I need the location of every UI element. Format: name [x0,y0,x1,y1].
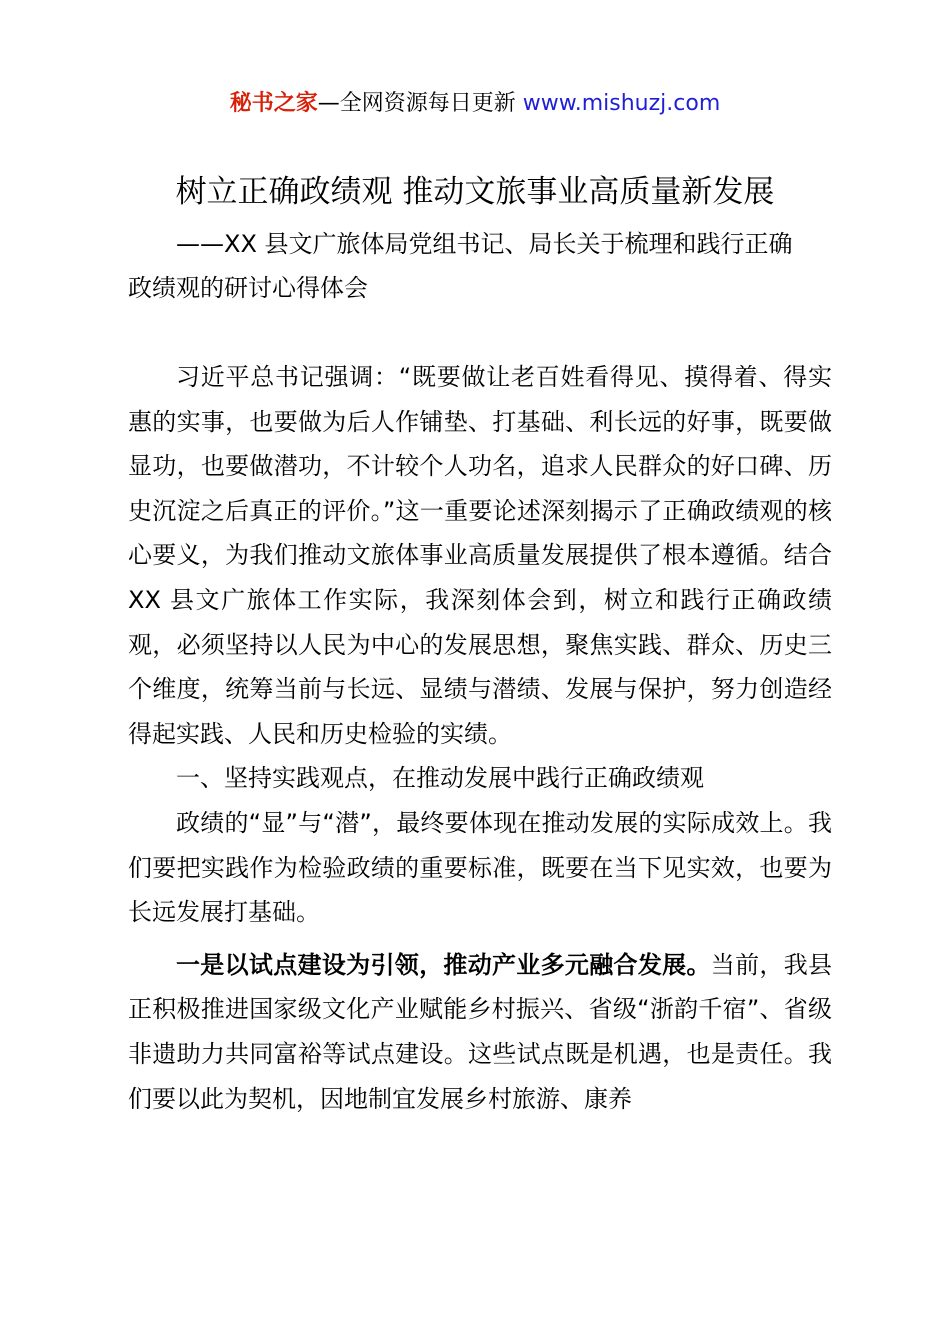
site-header [0,88,950,120]
section-1-heading: 一、坚持实践观点，在推动发展中践行正确政绩观 [176,764,704,793]
document-body [128,355,832,1121]
subtitle-line-2: 政绩观的研讨心得体会 [128,274,368,302]
brand-name: 秘书之家 [229,91,318,116]
section-1-paragraph: 政绩的“显”与“潜”，最终要体现在推动发展的实际成效上。我们要把实践作为检验政绩的重要标准，既要在当下见实效，也要为长远发展打基础。 [128,808,832,927]
header-tagline: —全网资源每日更新 [317,91,523,116]
document-subtitle [128,222,832,310]
subtitle-line-1: ——XX 县文广旅体局党组书记、局长关于梳理和践行正确 [176,230,793,258]
point-1-paragraph [128,943,832,1121]
point-1-lead: 一是以试点建设为引领，推动产业多元融合发展。 [176,950,711,979]
point-1-text: 当前，我县正积极推进国家级文化产业赋能乡村振兴、省级“浙韵千宿”、省级非遗助力共同富裕等试点建设。这些试点既是机遇，也是责任。我们要以此为契机，因地制宜发展乡村旅游、康养 [128,950,833,1113]
intro-paragraph: 习近平总书记强调：“既要做让老百姓看得见、摸得着、得实惠的实事，也要做为后人作铺垫、打基础、利长远的好事，既要做显功，也要做潜功，不计较个人功名，追求人民群众的好口碑、历史沉淀之后真正的评价。”这一重要论述深刻揭示了正确政绩观的核心要义，为我们推动文旅体事业高质量发展提供了根本遵循。结合 XX 县文广旅体工作实际，我深刻体会到，树立和践行正确政绩观，必须坚持以人民为中心的发展思想，聚焦实践、群众、历史三个维度，统筹当前与长远、显绩与潜绩、发展与保护，努力创造经得起实践、人民和历史检验的实绩。 [128,363,832,748]
site-url-link[interactable]: www.mishuzj.com [522,91,721,116]
document-title: 树立正确政绩观 推动文旅事业高质量新发展 [175,174,775,210]
